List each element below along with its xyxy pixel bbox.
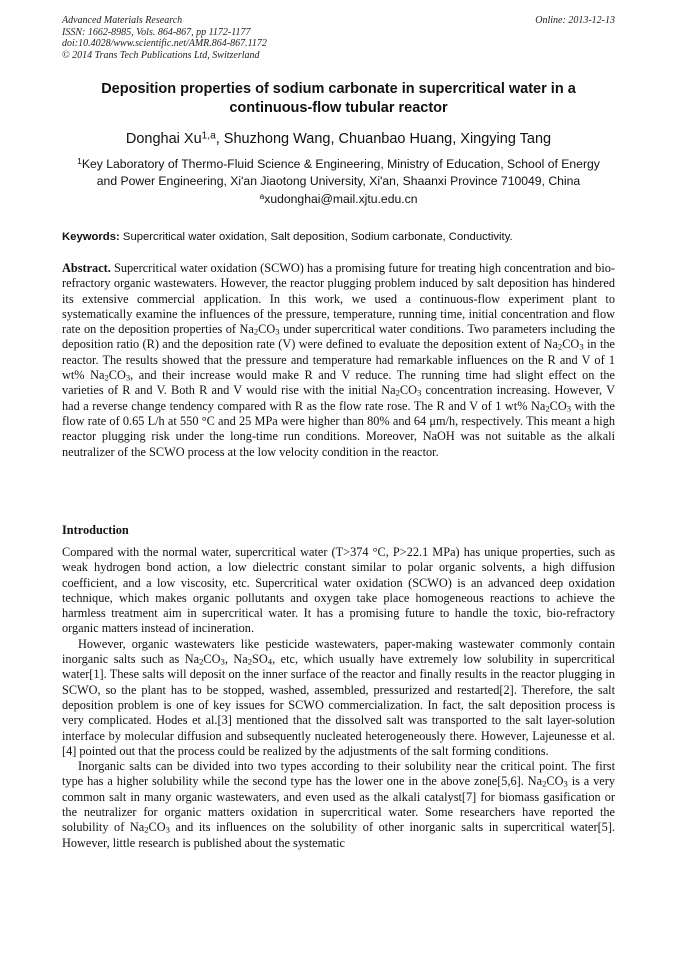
abstract-text: CO [108,368,126,383]
abstract-text: CO [549,398,567,413]
intro-text: , Na [224,652,248,667]
subscript: 3 [165,825,170,836]
subscript: 3 [417,388,422,399]
section-heading-introduction: Introduction [62,523,129,537]
subscript: 2 [545,403,550,414]
issn: ISSN: 1662-8985, Vols. 864-867, pp 1172-1177 [62,26,251,38]
intro-text: , etc, which usually have extremely low solubility in supercritical water[1]. These salts will deposit on the inner surface of the reactor and finally results in the reactor plugging in SCWO, so the plant has to be stopped, washed, assembled, pressurized and restarted[2]. Therefore, the salt deposition problem is one of key issues for SCWO commercialization. In fact, the salt deposition process is very complicated. Hodes et al.[3] mentioned that the dissolved salt was transported to the salt layer-solution interface by molecular diffusion and subsequently nucleated heterogeneously there. However, Lajeunesse et al.[4] pointed out that the process could be realized by the adjustments of the salt forming conditions. [62,652,615,758]
subscript: 4 [267,656,273,667]
abstract-text: under supercritical water conditions. Two parameters including the deposition ratio (R) and the deposition rate (V) were defined to evaluate the deposition extent of Na [62,322,615,352]
intro-text: CO [148,820,166,835]
doi: doi:10.4028/www.scientific.net/AMR.864-867.1172 [62,38,267,49]
subscript: 3 [275,326,280,337]
subscript: 3 [220,656,225,667]
intro-text: is a very common salt in many organic wastewaters, and even used as the alkali catalyst[7] for biomass gasification or the neutralizer for organic matters oxidation in supercritical water. Some researchers have reported the solubility of Na [62,774,616,835]
abstract-text: CO [562,337,580,352]
journal-name: Advanced Materials Research [62,15,183,26]
subscript: 3 [579,342,584,353]
affil-line-1: Key Laboratory of Thermo-Fluid Science & Engineering, Ministry of Education, School of Energy [81,157,600,171]
subscript: 3 [125,372,131,383]
subscript: 2 [247,656,253,667]
intro-text: and its influences on the solubility of other inorganic salts in supercritical water[5]. However, little research is published about the systematic [62,820,615,850]
affil-line-2: and Power Engineering, Xi'an Jiaotong University, Xi'an, Shaanxi Province 710049, China [96,174,581,188]
intro-paragraph-3 [62,759,615,851]
email-marker: a [259,191,265,202]
title-line-2: continuous-flow tubular reactor [229,100,448,116]
author-1-affil: 1,a [201,130,216,142]
abstract [62,261,615,460]
intro-text: CO [203,652,221,667]
keywords-label: Keywords: [62,231,120,243]
subscript: 2 [395,388,400,399]
affiliation [62,156,615,190]
abstract-text: with the flow rate of 0.65 L/h at 550 °C and 25 MPa were higher than 80% and 64 μm/h, respectively. This meant a high reactor plugging risk under the long-time run conditions. Moreover, NaOH was not suitable as the alkali neutralizer of the SCWO process at the low velocity condition in the reactor. [62,398,615,459]
intro-paragraph-2 [62,637,615,759]
intro-text: Inorganic salts can be divided into two types according to their solubility near the critical point. The first type has a higher solubility while the second type has the lower one in the above zone[5,6]. Na [62,759,615,789]
affil-marker: 1 [77,156,82,167]
keywords [62,230,615,245]
author-list [62,130,615,148]
abstract-label: Abstract. [62,261,111,275]
email-address: xudonghai@mail.xjtu.edu.cn [264,192,418,206]
journal-header [62,15,615,61]
subscript: 2 [199,656,204,667]
subscript: 2 [104,372,109,383]
subscript: 3 [563,779,568,790]
other-authors: , Shuzhong Wang, Chuanbao Huang, Xingying Tang [215,131,552,147]
intro-text: SO [252,652,268,667]
abstract-text: CO [399,383,418,398]
subscript: 2 [542,779,547,790]
paper-title [62,80,615,118]
subscript: 2 [557,342,563,353]
subscript: 2 [144,825,149,836]
online-date: Online: 2013-12-13 [535,15,615,26]
abstract-text: Supercritical water oxidation (SCWO) has a promising future for treating high concentration and bio-refractory organic wastewaters. However, the reactor plugging problem induced by salt deposition has hindered its extensive commercial application. In this work, we used a continuous-flow experiment plant to systematically examine the influences of the pressure, temperature, running time, initial concentration and flow rate on the deposition properties of Na [62,261,615,337]
abstract-text: CO [258,322,276,337]
email [62,192,615,207]
subscript: 2 [253,326,259,337]
subscript: 3 [566,403,572,414]
abstract-text: in the reactor. The results showed that the pressure and temperature had remarkable influences on the R and V of 1 wt% Na [62,337,615,383]
intro-paragraph-1: Compared with the normal water, supercritical water (T>374 °C, P>22.1 MPa) has unique properties, such as weak hydrogen bond action, a low dielectric constant similar to polar organic solvents, a high diffusion coefficient, and a low viscosity, etc. Supercritical water oxidation (SCWO) is an advanced deep oxidation technique, which makes organic pollutants and oxygen take place homogeneous reactions to achieve the harmless treatment aim in supercritical water. It has a promising future to handle the toxic, bio-refractory organic matters instead of incineration. [62,545,615,636]
abstract-text: , and their increase would make R and V reduce. The running time had slight effect on the varieties of R and V. Both R and V would rise with the initial Na [62,368,615,398]
intro-text: CO [546,774,564,789]
title-line-1: Deposition properties of sodium carbonate in supercritical water in a [101,81,576,97]
copyright: © 2014 Trans Tech Publications Ltd, Switzerland [62,49,260,61]
keywords-text: Supercritical water oxidation, Salt deposition, Sodium carbonate, Conductivity. [119,231,513,243]
author-1: Donghai Xu [125,131,202,147]
intro-text: However, organic wastewaters like pesticide wastewaters, paper-making wastewater commonly contain inorganic salts such as Na [62,636,615,667]
abstract-text: concentration increasing. However, V had a reverse change tendency compared with R as the flow rate rose. The R and V of 1 wt% Na [62,383,615,413]
introduction-body [62,545,615,851]
